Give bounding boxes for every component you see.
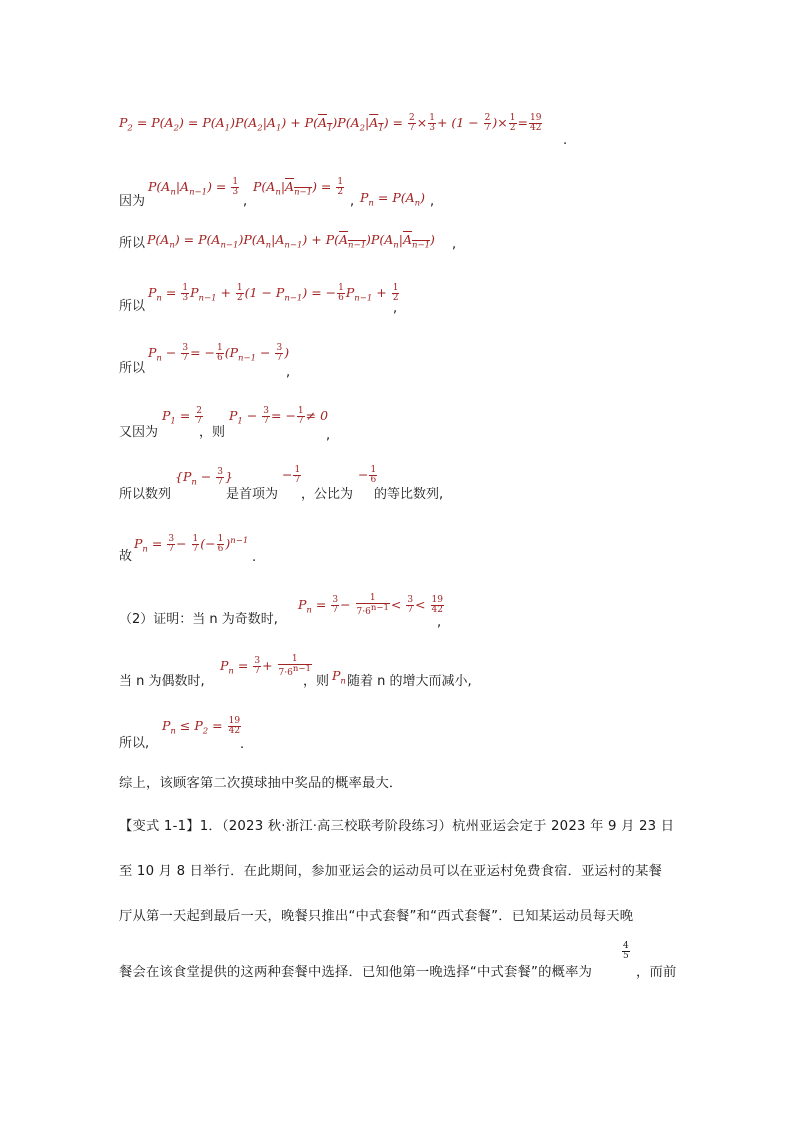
even-mid: ，则: [303, 674, 330, 689]
variant-line-2: 至 10 月 8 日举行．在此期间，参加亚运会的运动员可以在亚运村免费食宿．亚运村的某餐: [119, 864, 663, 879]
comma: ,: [243, 194, 248, 209]
so1-math: $P(A_n) = P(A_{n-1})P(A_n|A_{n-1}) + P(A_{n-1})P(A_n|A_{n-1})$: [147, 232, 435, 251]
also-prefix: 又因为: [119, 425, 159, 440]
comma: ,: [326, 428, 331, 443]
hence-prefix: 故: [119, 549, 133, 564]
comma: ,: [286, 365, 291, 380]
because-math-1: $P(A_n|A_{n-1})$ = $\frac{1}{3}$: [148, 177, 239, 198]
even-math: $P_n$ = $\frac{3}{7}$ + $\frac{1}{7\cdot 6^{n-1}}$: [220, 654, 311, 678]
also-mid: ，则: [199, 425, 226, 440]
period: .: [252, 550, 257, 565]
conclusion-text: 综上，该顾客第二次摸球抽中奖品的概率最大．: [119, 776, 403, 791]
so3-math: $P_n$ − $\frac{3}{7}$ = − $\frac{1}{6}$ ($P_{n-1}$ − $\frac{3}{7}$ ): [148, 343, 290, 364]
thus-math: $P_n \le P_2$ = $\frac{19}{42}$: [162, 716, 241, 737]
equation-p2: $P_2 = P(A_2) = P(A_1)P(A_2|A_1) + P(A_1)P(A_2|A_1)$ = $\frac{2}{7}$ × $\frac{1}{3}$ + (1 − $\frac{2}{7}$ )× $\frac{1}{2}$ = $\frac{19}{42}$: [119, 113, 542, 134]
so1-prefix: 所以: [119, 236, 146, 251]
seq-math-2: − $\frac{1}{7}$: [282, 465, 301, 485]
seq-math-1: {$P_n$ − $\frac{3}{7}$ }: [175, 467, 233, 488]
even-prefix: 当 n 为偶数时,: [119, 674, 205, 689]
also-math-1: $P_1$ = $\frac{2}{7}$: [162, 406, 202, 427]
because-prefix: 因为: [119, 194, 146, 209]
variant-line-3: 厅从第一天起到最后一天，晚餐只推出“中式套餐”和“西式套餐”．已知某运动员每天晚: [119, 909, 634, 924]
also-math-2: $P_1$ − $\frac{3}{7}$ = − $\frac{1}{7}$ ≠ 0: [229, 406, 329, 427]
seq-mid-2: ，公比为: [301, 487, 354, 502]
because-math-3: $P_n = P(A_n)$: [360, 190, 426, 209]
proof-prefix: （2）证明：当 n 为奇数时,: [119, 612, 278, 627]
period-mark: .: [563, 133, 568, 148]
period: .: [240, 737, 245, 752]
thus-prefix: 所以,: [119, 736, 150, 751]
seq-math-3: − $\frac{1}{6}$: [358, 465, 377, 485]
variant-line-4: 餐会在该食堂提供的这两种套餐中选择．已知他第一晚选择“中式套餐”的概率为: [119, 965, 593, 980]
variant-line-4-math: $\frac{4}{5}$: [623, 941, 629, 961]
even-math-2: $P_n$: [332, 668, 346, 687]
comma: ,: [430, 194, 435, 209]
so2-math: $P_n$ = $\frac{1}{3}$ $P_{n-1}$ + $\frac{1}{2}$ $(1 - P_{n-1})$ = − $\frac{1}{6}$ $P_{n-1}$ + $\frac{1}{2}$: [148, 283, 399, 304]
so2-prefix: 所以: [119, 299, 146, 314]
comma: ,: [437, 615, 442, 630]
comma: ,: [393, 301, 398, 316]
seq-suffix: 的等比数列,: [374, 487, 444, 502]
even-suffix: 随着 n 的增大而减小,: [347, 674, 472, 689]
variant-line-4-suffix: ，而前: [636, 965, 677, 980]
variant-line-1: 【变式 1-1】1．（2023 秋·浙江·高三校联考阶段练习）杭州亚运会定于 2023 年 9 月 23 日: [119, 819, 675, 834]
because-math-2: $P(A_n|A_{n-1})$ = $\frac{1}{2}$: [253, 177, 344, 198]
so3-prefix: 所以: [119, 361, 146, 376]
proof-math: $P_n$ = $\frac{3}{7}$ − $\frac{1}{7\cdot 6^{n-1}}$ < $\frac{3}{7}$ < $\frac{19}{42}$: [298, 593, 443, 617]
seq-prefix: 所以数列: [119, 487, 172, 502]
seq-mid-1: 是首项为: [226, 487, 279, 502]
hence-math: $P_n$ = $\frac{3}{7}$ − $\frac{1}{7}$ (− $\frac{1}{6}$ )$^{n-1}$: [134, 534, 249, 555]
comma: ,: [350, 194, 355, 209]
comma: ,: [452, 237, 457, 252]
